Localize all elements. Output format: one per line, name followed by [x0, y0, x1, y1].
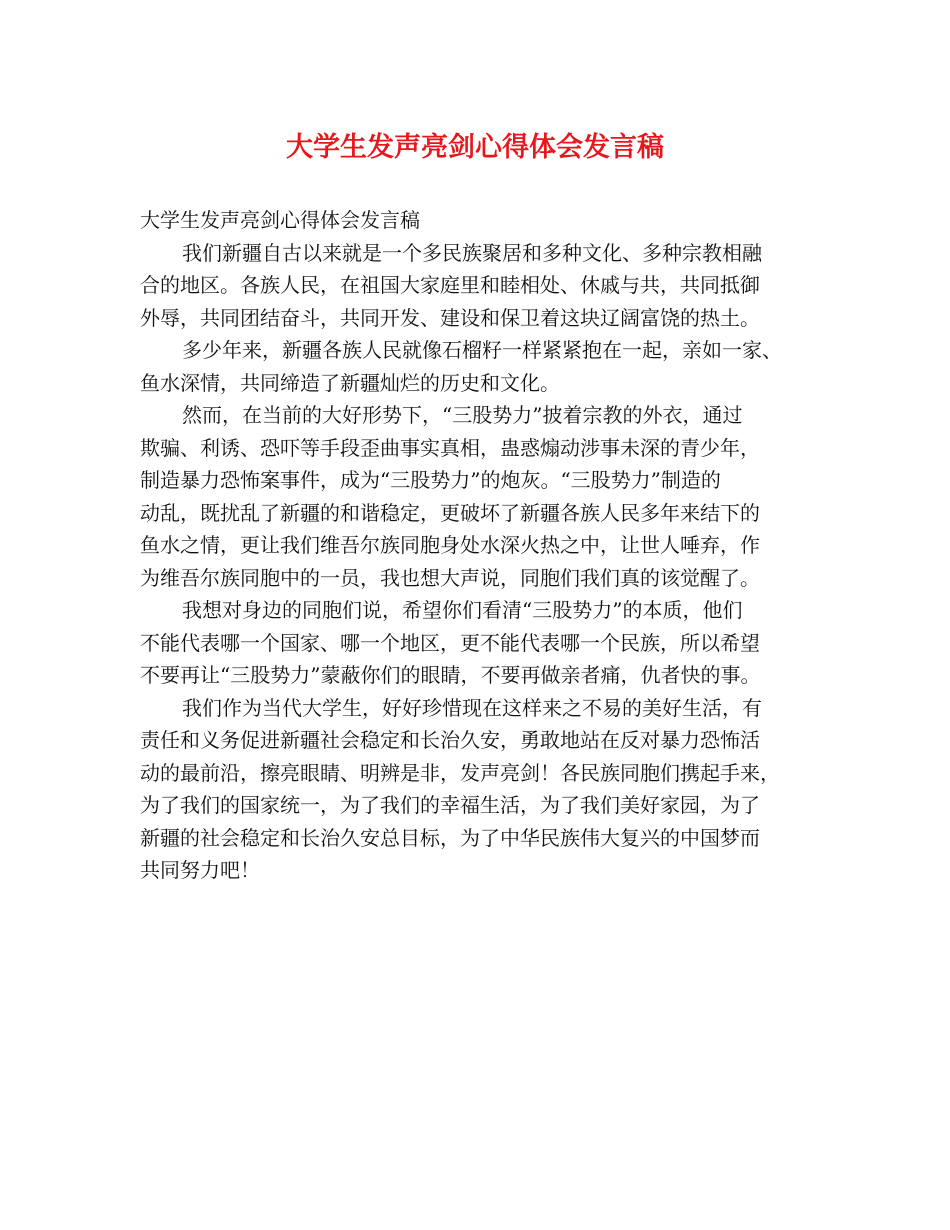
paragraph-line: 欺骗、利诱、恐吓等手段歪曲事实真相，蛊惑煽动涉事未深的青少年， — [140, 435, 760, 460]
paragraph-line: 不能代表哪一个国家、哪一个地区，更不能代表哪一个民族，所以希望 — [140, 630, 760, 655]
paragraph-line: 制造暴力恐怖案事件，成为“三股势力”的炮灰。“三股势力”制造的 — [140, 468, 721, 492]
paragraph-line: 为维吾尔族同胞中的一员，我也想大声说，同胞们我们真的该觉醒了。 — [140, 565, 760, 590]
paragraph-line: 鱼水之情，更让我们维吾尔族同胞身处水深火热之中，让世人唾弃，作 — [140, 533, 760, 557]
paragraph-line: 为了我们的国家统一，为了我们的幸福生活，为了我们美好家园，为了 — [140, 793, 760, 817]
document-title: 大学生发声亮剑心得体会发言稿 — [286, 132, 664, 163]
paragraph-line: 共同努力吧！ — [140, 858, 260, 882]
paragraph-line: 鱼水深情，共同缔造了新疆灿烂的历史和文化。 — [140, 370, 560, 395]
paragraph-line: 责任和义务促进新疆社会稳定和长治久安，勇敢地站在反对暴力恐怖活 — [140, 728, 760, 752]
paragraph-line: 动乱，既扰乱了新疆的和谐稳定，更破坏了新疆各族人民多年来结下的 — [140, 500, 760, 525]
paragraph-line: 我想对身边的同胞们说，希望你们看清“三股势力”的本质，他们 — [182, 598, 743, 622]
paragraph-line: 然而，在当前的大好形势下，“三股势力”披着宗教的外衣，通过 — [182, 403, 743, 427]
document-body — [140, 204, 840, 887]
subtitle-line: 大学生发声亮剑心得体会发言稿 — [140, 208, 420, 232]
paragraph-line: 外辱，共同团结奋斗，共同开发、建设和保卫着这块辽阔富饶的热土。 — [140, 305, 760, 330]
paragraph-line: 动的最前沿，擦亮眼睛、明辨是非，发声亮剑！各民族同胞们携起手来， — [140, 760, 780, 785]
paragraph-line: 多少年来，新疆各族人民就像石榴籽一样紧紧抱在一起，亲如一家、 — [182, 338, 782, 362]
paragraph-line: 我们作为当代大学生，好好珍惜现在这样来之不易的美好生活，有 — [182, 695, 762, 720]
paragraph-line: 不要再让“三股势力”蒙蔽你们的眼睛，不要再做亲者痛，仇者快的事。 — [140, 663, 761, 687]
paragraph-line: 我们新疆自古以来就是一个多民族聚居和多种文化、多种宗教相融 — [182, 240, 762, 265]
paragraph-line: 合的地区。各族人民，在祖国大家庭里和睦相处、休戚与共，共同抵御 — [140, 273, 760, 297]
paragraph-line: 新疆的社会稳定和长治久安总目标，为了中华民族伟大复兴的中国梦而 — [140, 825, 760, 850]
